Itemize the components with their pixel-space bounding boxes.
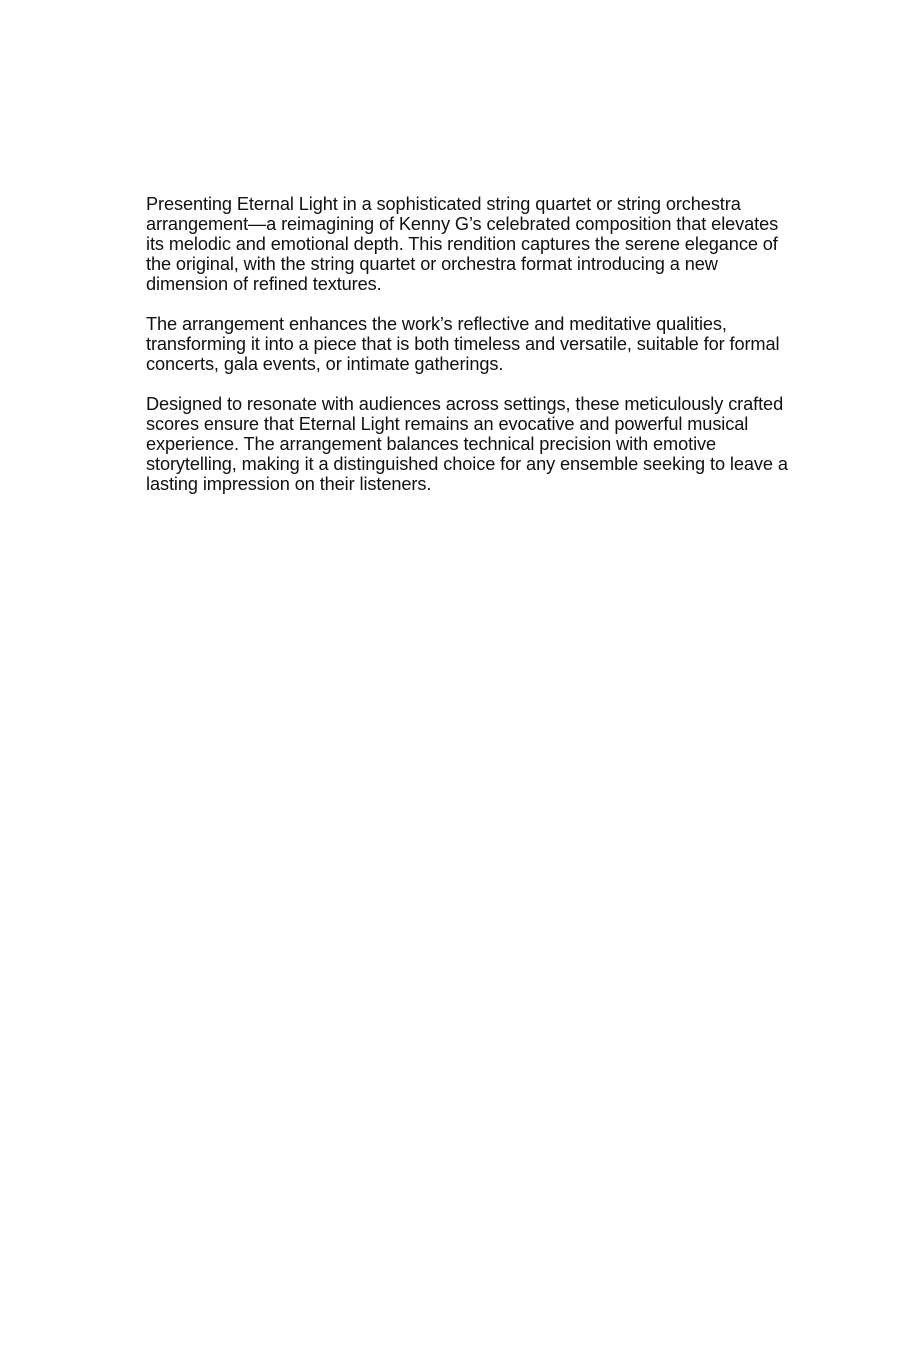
paragraph-line: experience. The arrangement balances technical precision with emotive	[146, 434, 717, 454]
paragraph-line: concerts, gala events, or intimate gatherings.	[146, 354, 504, 374]
paragraph-line: transforming it into a piece that is both timeless and versatile, suitable for formal	[146, 334, 780, 354]
paragraph-line: lasting impression on their listeners.	[146, 474, 432, 494]
paragraph-line: The arrangement enhances the work’s reflective and meditative qualities,	[146, 314, 727, 334]
paragraph-closing	[146, 394, 806, 494]
paragraph-intro	[146, 194, 806, 294]
paragraph-line: storytelling, making it a distinguished choice for any ensemble seeking to leave a	[146, 454, 788, 474]
paragraph-line: its melodic and emotional depth. This rendition captures the serene elegance of	[146, 234, 778, 254]
paragraph-line: Designed to resonate with audiences across settings, these meticulously crafted	[146, 394, 784, 414]
paragraph-line: arrangement—a reimagining of Kenny G’s celebrated composition that elevates	[146, 214, 779, 234]
paragraph-line: the original, with the string quartet or orchestra format introducing a new	[146, 254, 718, 274]
paragraph-line: Presenting Eternal Light in a sophisticated string quartet or string orchestra	[146, 194, 741, 214]
document-body	[146, 194, 806, 514]
paragraph-line: scores ensure that Eternal Light remains an evocative and powerful musical	[146, 414, 749, 434]
paragraph-line: dimension of refined textures.	[146, 274, 382, 294]
paragraph-qualities	[146, 314, 806, 374]
